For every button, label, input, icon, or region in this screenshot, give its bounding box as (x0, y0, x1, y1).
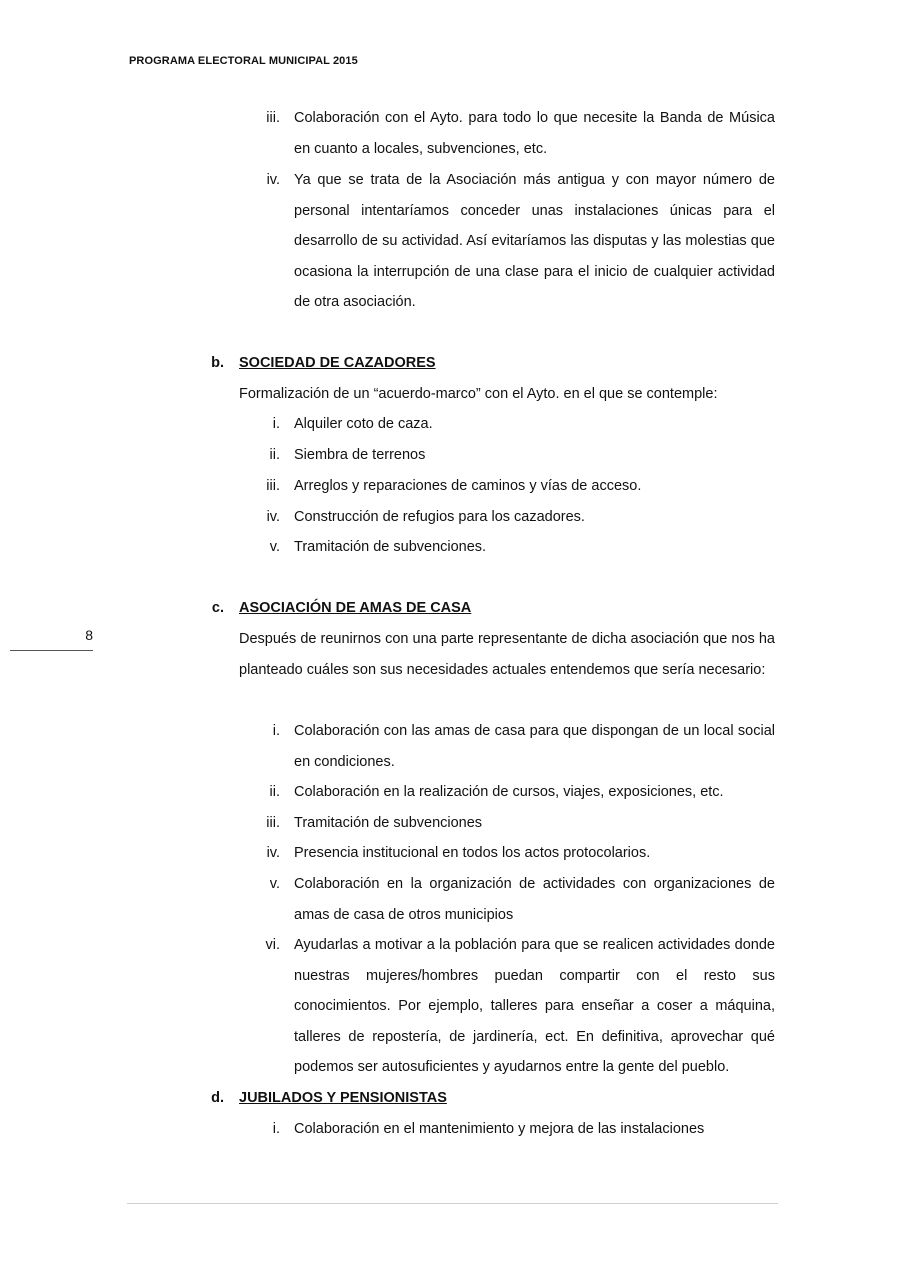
list-item-number: iii. (266, 815, 280, 831)
list-item-text: Ya que se trata de la Asociación más antigua y con mayor número de personal intentaríamos conceder unas instalaciones únicas para el desarrollo de su actividad. Así evitaríamos las disputas y las molestias que ocasiona la interrupción de una clase para el inicio de cualquier actividad de otra asociación. (294, 172, 775, 311)
list-item-number: iv. (266, 845, 280, 861)
list-item-text: Ayudarlas a motivar a la población para que se realicen actividades donde nuestras mujeres/hombres puedan compartir con el resto sus conocimientos. Por ejemplo, talleres para enseñar a coser a máquina, talleres de repostería, de jardinería, ect. En definitiva, aprovechar qué podemos ser autosuficientes y ayudarnos entre la gente del pueblo. (294, 937, 775, 1076)
list-item-text: Tramitación de subvenciones (294, 815, 483, 831)
page-number-rule (10, 650, 93, 651)
section-intro-text: Formalización de un “acuerdo-marco” con el Ayto. en el que se contemple: (239, 386, 718, 402)
section-letter: d. (211, 1090, 224, 1106)
list-item-number: i. (272, 723, 280, 739)
list-item-number: i. (272, 416, 280, 432)
list-item-number: iii. (266, 478, 280, 494)
list-item-number: v. (269, 876, 280, 892)
list-item-number: iii. (266, 110, 280, 126)
list-item-text: Construcción de refugios para los cazadores. (294, 509, 585, 525)
list-item-number: i. (272, 1121, 280, 1137)
list-item-text: Siembra de terrenos (294, 447, 426, 463)
list-item-number: v. (269, 539, 280, 555)
list-item-text: Tramitación de subvenciones. (294, 539, 487, 555)
list-item-text: Arreglos y reparaciones de caminos y vías de acceso. (294, 478, 642, 494)
list-item-text: Colaboración con el Ayto. para todo lo que necesite la Banda de Música en cuanto a locales, subvenciones, etc. (294, 110, 775, 157)
list-item-number: iv. (266, 509, 280, 525)
section-intro-text: Después de reunirnos con una parte representante de dicha asociación que nos ha planteado cuáles son sus necesidades actuales entendemos que sería necesario: (239, 631, 775, 678)
list-item-text: Colaboración en la realización de cursos, viajes, exposiciones, etc. (294, 784, 724, 800)
list-item-number: vi. (265, 937, 280, 953)
section-title: SOCIEDAD DE CAZADORES (239, 355, 436, 371)
document-header: PROGRAMA ELECTORAL MUNICIPAL 2015 (129, 55, 358, 67)
list-item-text: Colaboración en la organización de actividades con organizaciones de amas de casa de otros municipios (294, 876, 775, 923)
section-title: ASOCIACIÓN DE AMAS DE CASA (239, 600, 472, 616)
footer-rule (127, 1203, 778, 1204)
list-item-number: ii. (269, 447, 280, 463)
list-item-number: ii. (269, 784, 280, 800)
list-item-number: iv. (266, 172, 280, 188)
section-letter: c. (211, 600, 224, 616)
page-number: 8 (85, 627, 93, 643)
list-item-text: Colaboración en el mantenimiento y mejora de las instalaciones (294, 1121, 705, 1137)
section-title: JUBILADOS Y PENSIONISTAS (239, 1090, 447, 1106)
section-letter: b. (211, 355, 224, 371)
list-item-text: Presencia institucional en todos los actos protocolarios. (294, 845, 651, 861)
list-item-text: Alquiler coto de caza. (294, 416, 433, 432)
list-item-text: Colaboración con las amas de casa para que dispongan de un local social en condiciones. (294, 723, 775, 770)
